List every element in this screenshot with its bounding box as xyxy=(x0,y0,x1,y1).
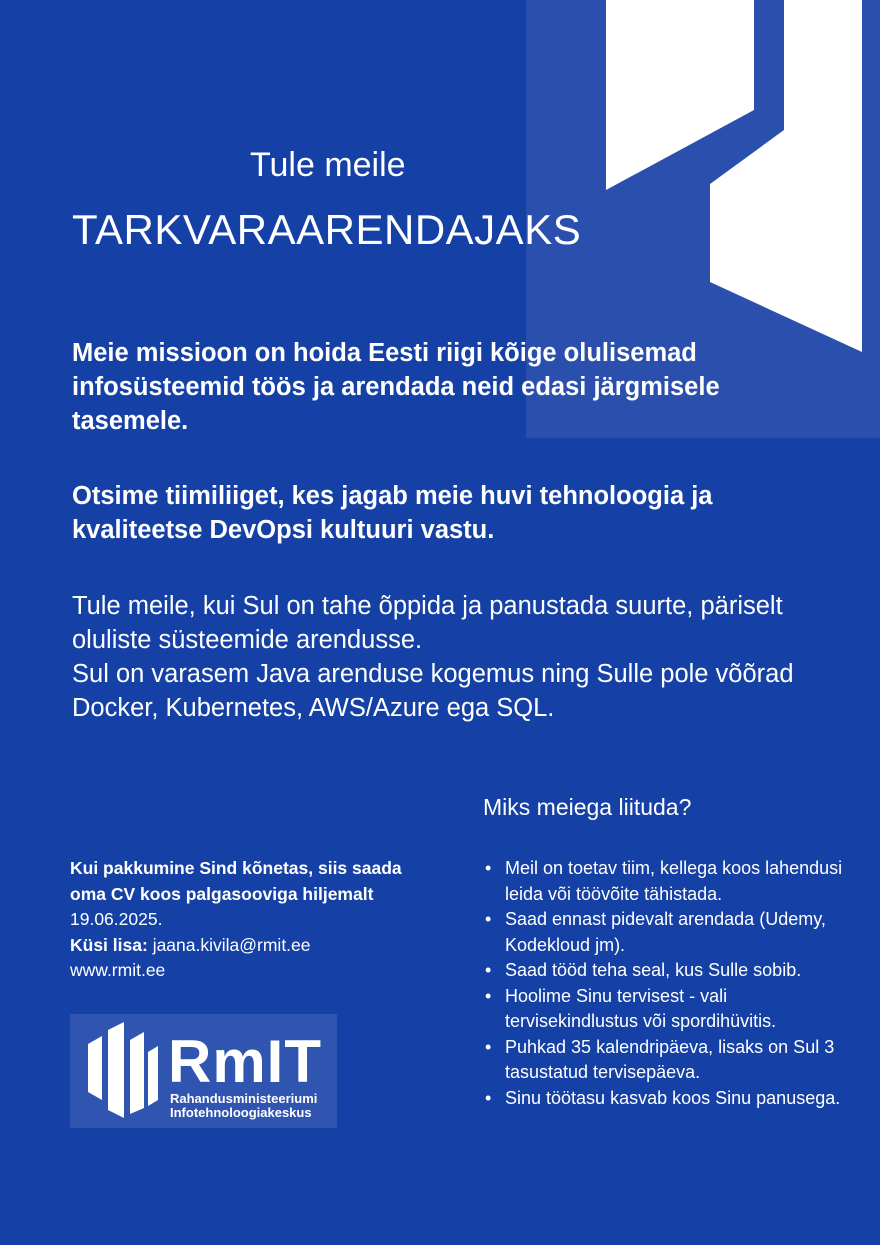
contact-info xyxy=(70,856,430,984)
why-join-heading: Miks meiega liituda? xyxy=(483,794,692,820)
job-title: TARKVARAARENDAJAKS xyxy=(72,206,582,253)
mission-paragraph: Meie missioon on hoida Eesti riigi kõige olulisemad infosüsteemid töös ja arendada neid edasi järgmisele tasemele. xyxy=(72,339,720,435)
logo-wordmark: RmIT xyxy=(168,1028,322,1095)
ask-label: Küsi lisa: xyxy=(70,934,148,955)
requirements-paragraph: Sul on varasem Java arenduse kogemus ning Sulle pole võõrad Docker, Kubernetes, AWS/Azure ega SQL. xyxy=(72,660,794,722)
intro-heading: Tule meile xyxy=(250,146,406,184)
bullet-icon: • xyxy=(485,858,492,878)
bullet-icon: • xyxy=(485,985,492,1006)
benefits-list xyxy=(483,856,853,1111)
deadline: 19.06.2025. xyxy=(70,909,163,929)
list-item: • Sinu töötasu kasvab koos Sinu panusega. xyxy=(483,1086,853,1112)
decorative-shape-icon xyxy=(0,0,880,360)
list-item: • Puhkad 35 kalendripäeva, lisaks on Sul 3 tasustatud tervisepäeva. xyxy=(485,1036,835,1082)
invite-paragraph: Tule meile, kui Sul on tahe õppida ja panustada suurte, päriselt oluliste süsteemide arendusse. xyxy=(72,592,783,654)
team-paragraph: Otsime tiimiliiget, kes jagab meie huvi tehnoloogia ja kvaliteetse DevOpsi kultuuri vastu. xyxy=(72,482,713,544)
list-item: • Saad tööd teha seal, kus Sulle sobib. xyxy=(483,958,853,984)
website-link[interactable]: www.rmit.ee xyxy=(70,960,166,980)
list-item: • Hoolime Sinu tervisest - vali tervisekindlustus või spordihüvitis. xyxy=(485,985,777,1031)
email-link[interactable]: jaana.kivila@rmit.ee xyxy=(152,934,311,955)
logo-subtitle: Rahandusministeeriumi Infotehnoloogiakeskus xyxy=(170,1091,318,1120)
bullet-icon: • xyxy=(485,1087,492,1108)
bullet-icon: • xyxy=(485,960,492,980)
rmit-logo xyxy=(70,1014,337,1128)
list-item: • Saad ennast pidevalt arendada (Udemy, Kodekloud jm). xyxy=(485,909,826,955)
bullet-icon: • xyxy=(485,1036,492,1057)
bullet-icon: • xyxy=(485,909,492,929)
list-item: • Meil on toetav tiim, kellega koos lahendusi leida või töövõite tähistada. xyxy=(485,858,843,904)
rmit-logo-icon xyxy=(82,1022,162,1120)
apply-text: Kui pakkumine Sind kõnetas, siis saada oma CV koos palgasooviga hiljemalt xyxy=(70,858,402,904)
